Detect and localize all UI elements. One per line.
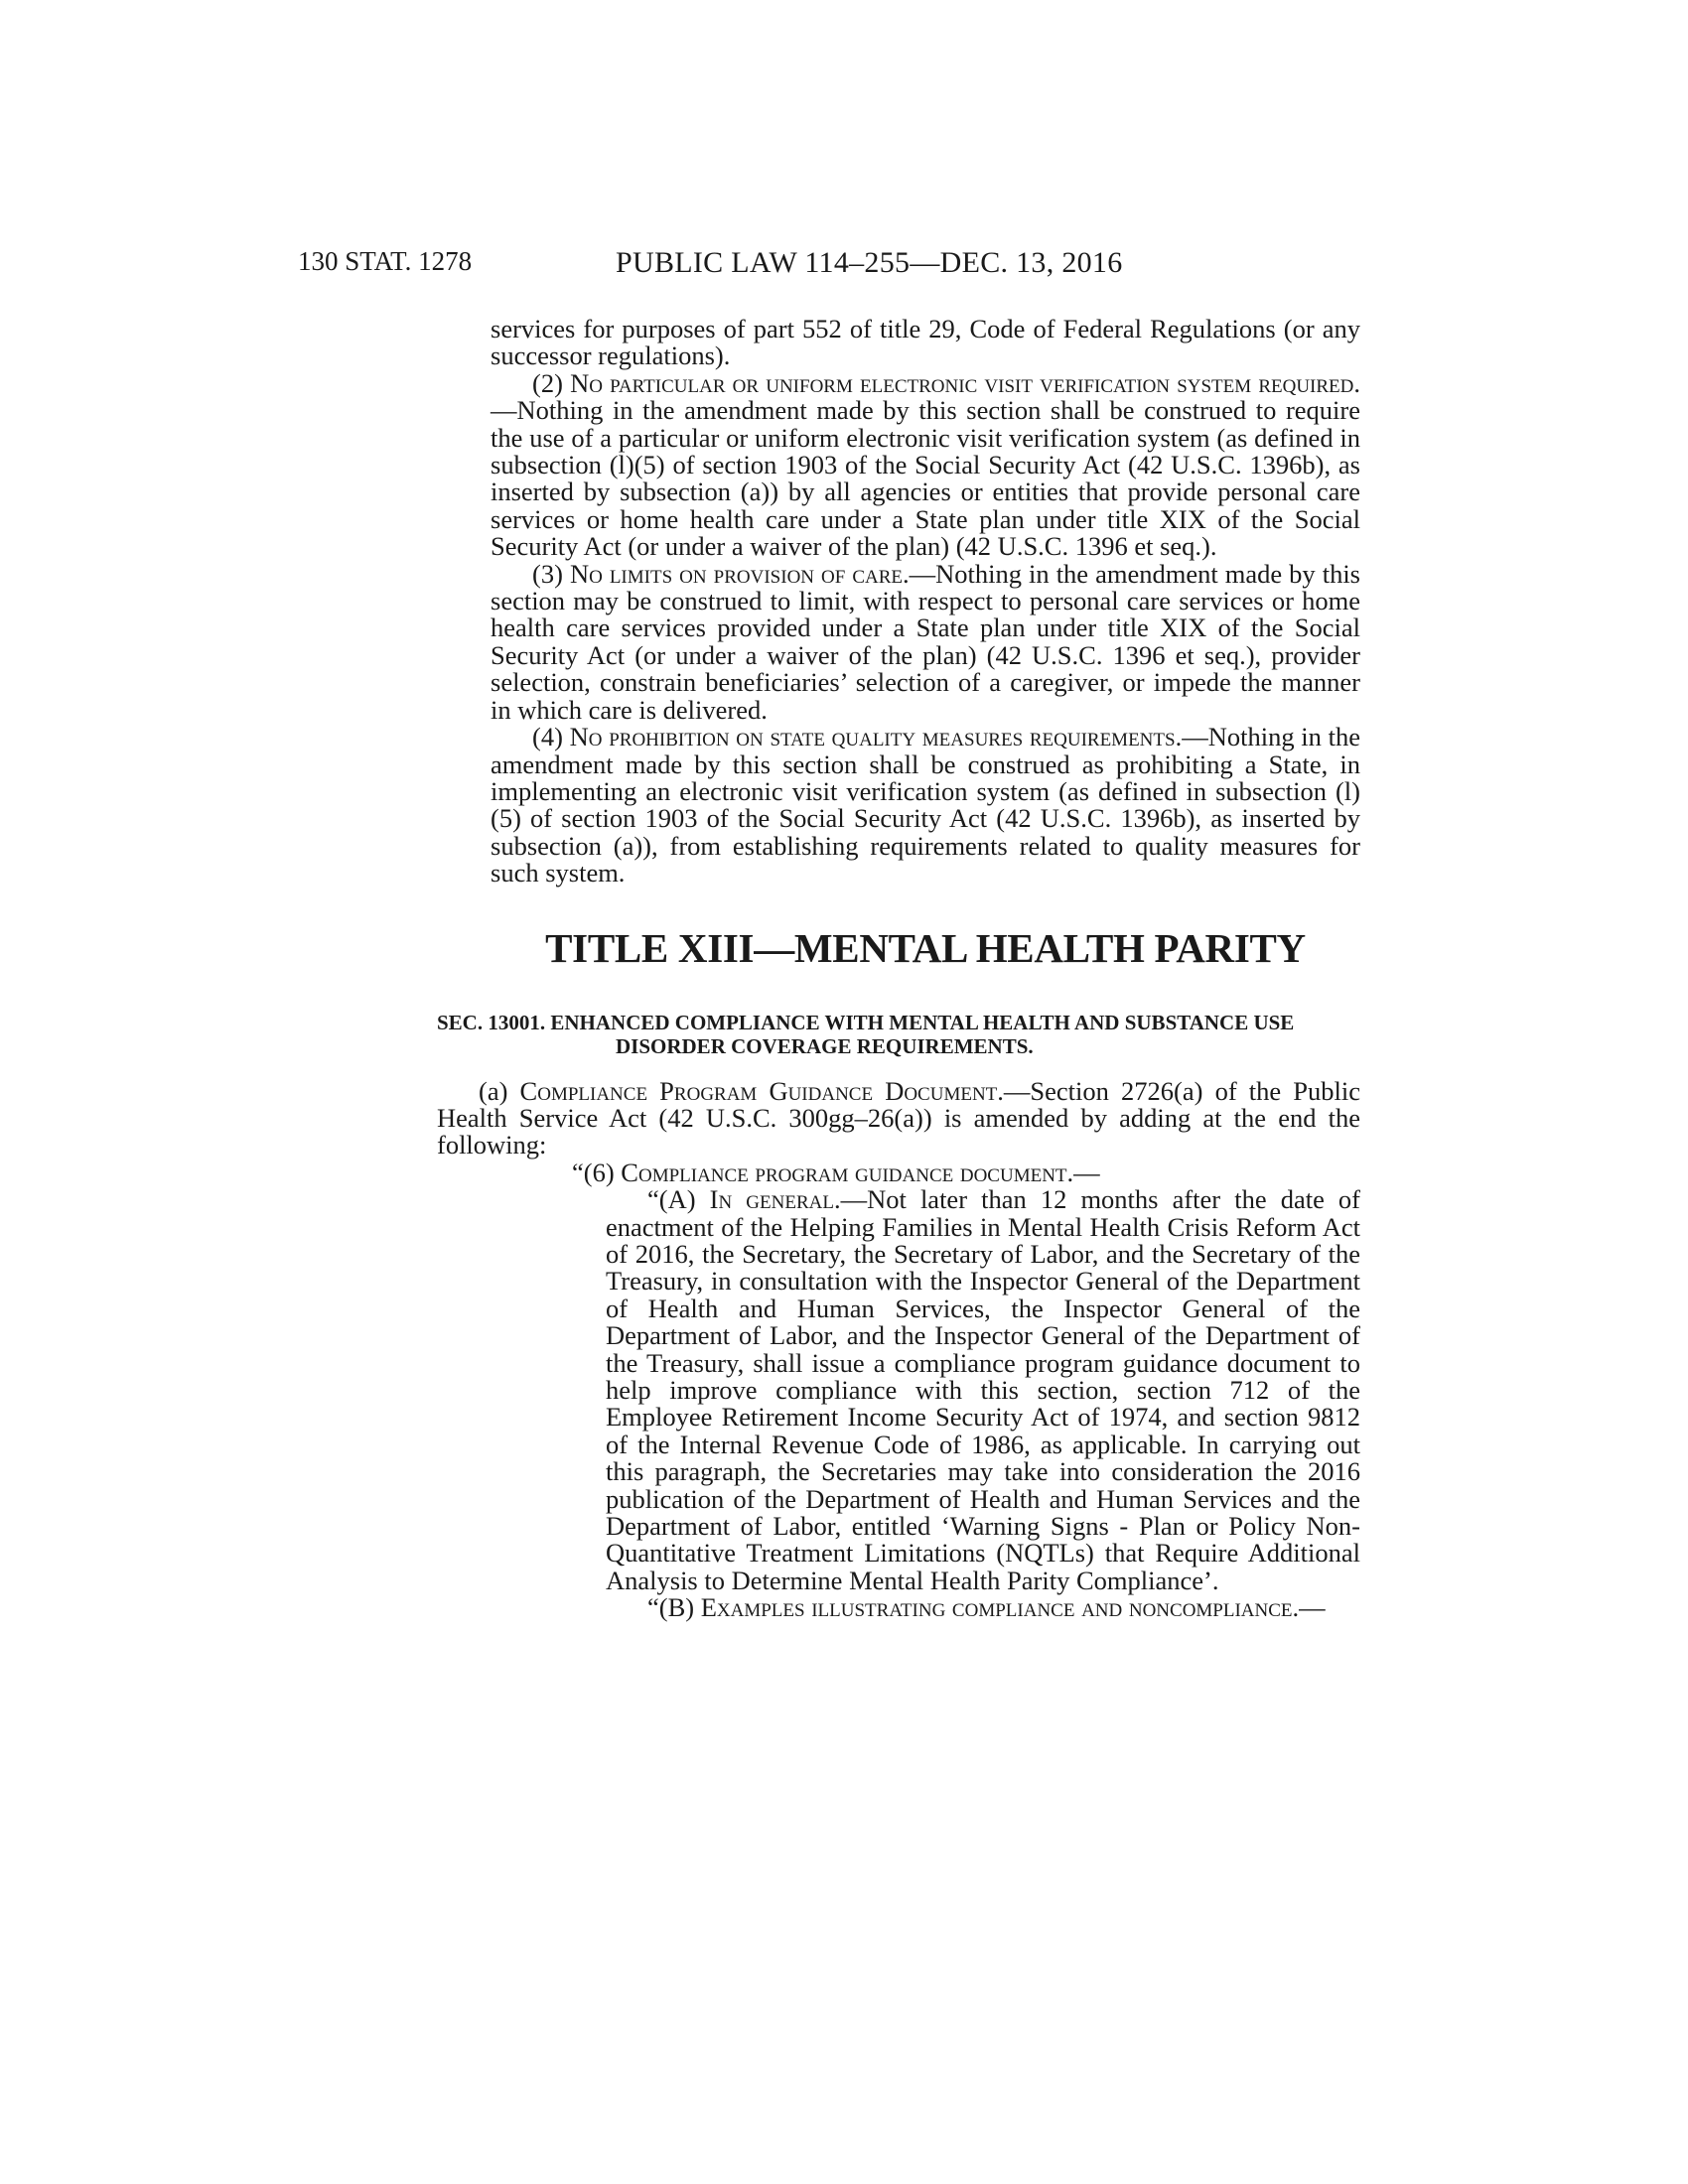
paragraph-6-heading: Compliance program guidance document. (621, 1157, 1074, 1187)
paragraph-4-heading: No prohibition on state quality measures requirements. (569, 722, 1183, 752)
subparagraph-a-heading: In general. (709, 1184, 841, 1215)
public-law-header: PUBLIC LAW 114–255—DEC. 13, 2016 (616, 246, 1123, 279)
subparagraph-b-number: “(B) (647, 1592, 701, 1623)
paragraph-3-heading: No limits on provision of care. (569, 558, 910, 589)
paragraph-3 (491, 558, 1360, 725)
paragraph-4 (491, 724, 1360, 887)
paragraph-3-number: (3) (532, 558, 570, 589)
subsection-a-heading: Compliance Program Guidance Document. (519, 1075, 1004, 1106)
subparagraph-b (606, 1594, 1360, 1621)
title-heading: TITLE XIII—MENTAL HEALTH PARITY (545, 924, 1306, 971)
subsection-a (437, 1075, 1360, 1160)
section-heading: SEC. 13001. ENHANCED COMPLIANCE WITH MENTAL HEALTH AND SUBSTANCE USE DISORDER COVERAGE REQUIREMENTS. (437, 1010, 1295, 1058)
stat-page-number: 130 STAT. 1278 (298, 246, 473, 276)
running-header (298, 246, 1360, 286)
paragraph-continuation: services for purposes of part 552 of title 29, Code of Federal Regulations (or any successor regulations). (491, 314, 1360, 371)
paragraph-6 (572, 1157, 1360, 1187)
subparagraph-a-text: —Not later than 12 months after the date of enactment of the Helping Families in Mental Health Crisis Reform Act of 2016, the Secretary, the Secretary of Labor, and the Secretary of the Treasury, in consultation with the Inspector General of the Department of Health and Human Services, the Inspector General of the Department of Labor, and the Inspector General of the Department of the Treasury, shall issue a compliance program guidance document to help improve compliance with this section, section 712 of the Employee Retirement Income Security Act of 1974, and section 9812 of the Internal Revenue Code of 1986, as applicable. In carrying out this paragraph, the Secretaries may take into consideration the 2016 publication of the Department of Health and Human Services and the Department of Labor, entitled ‘Warning Signs - Plan or Policy Non-Quantitative Treatment Limitations (NQTLs) that Require Additional Analysis to Determine Mental Health Parity Compliance’. (606, 1184, 1361, 1595)
subsection-a-number: (a) (479, 1075, 520, 1106)
paragraph-3-text: —Nothing in the amendment made by this section may be construed to limit, with respect to personal care services or home health care services provided under a State plan under title XIX of the Social Security Act (or under a waiver of the plan) (42 U.S.C. 1396 et seq.), provider selection, constrain beneficiaries’ selection of a caregiver, or impede the manner in which care is delivered. (491, 558, 1360, 725)
paragraph-4-text: —Nothing in the amendment made by this section shall be construed as prohibiting a State, in implementing an electronic visit verification system (as defined in subsection (l)(5) of section 1903 of the Social Security Act (42 U.S.C. 1396b), as inserted by subsection (a)), from establishing requirements related to quality measures for such system. (491, 722, 1360, 888)
subsection-a-text: —Section 2726(a) of the Public Health Service Act (42 U.S.C. 300gg–26(a)) is amended by adding at the end the following: (437, 1075, 1360, 1160)
paragraph-2 (491, 367, 1360, 562)
paragraph-2-number: (2) (532, 367, 571, 398)
subparagraph-b-heading: Examples illustrating compliance and noncompliance. (700, 1592, 1300, 1623)
subparagraph-a (606, 1186, 1360, 1594)
document-body (437, 314, 1361, 1623)
paragraph-2-text: —Nothing in the amendment made by this section shall be construed to require the use of a particular or uniform electronic visit verification system (as defined in subsection (l)(5) of section 1903 of the Social Security Act (42 U.S.C. 1396b), as inserted by subsection (a)) by all agencies or entities that provide personal care services or home health care under a State plan under title XIX of the Social Security Act (or under a waiver of the plan) (42 U.S.C. 1396 et seq.). (491, 395, 1360, 562)
subparagraph-b-text: — (1299, 1592, 1326, 1623)
paragraph-6-number: “(6) (572, 1157, 622, 1187)
subparagraph-a-number: “(A) (647, 1184, 710, 1215)
paragraph-4-number: (4) (532, 722, 570, 752)
paragraph-2-heading: No particular or uniform electronic visit verification system required. (570, 367, 1360, 398)
paragraph-6-text: — (1073, 1157, 1100, 1187)
